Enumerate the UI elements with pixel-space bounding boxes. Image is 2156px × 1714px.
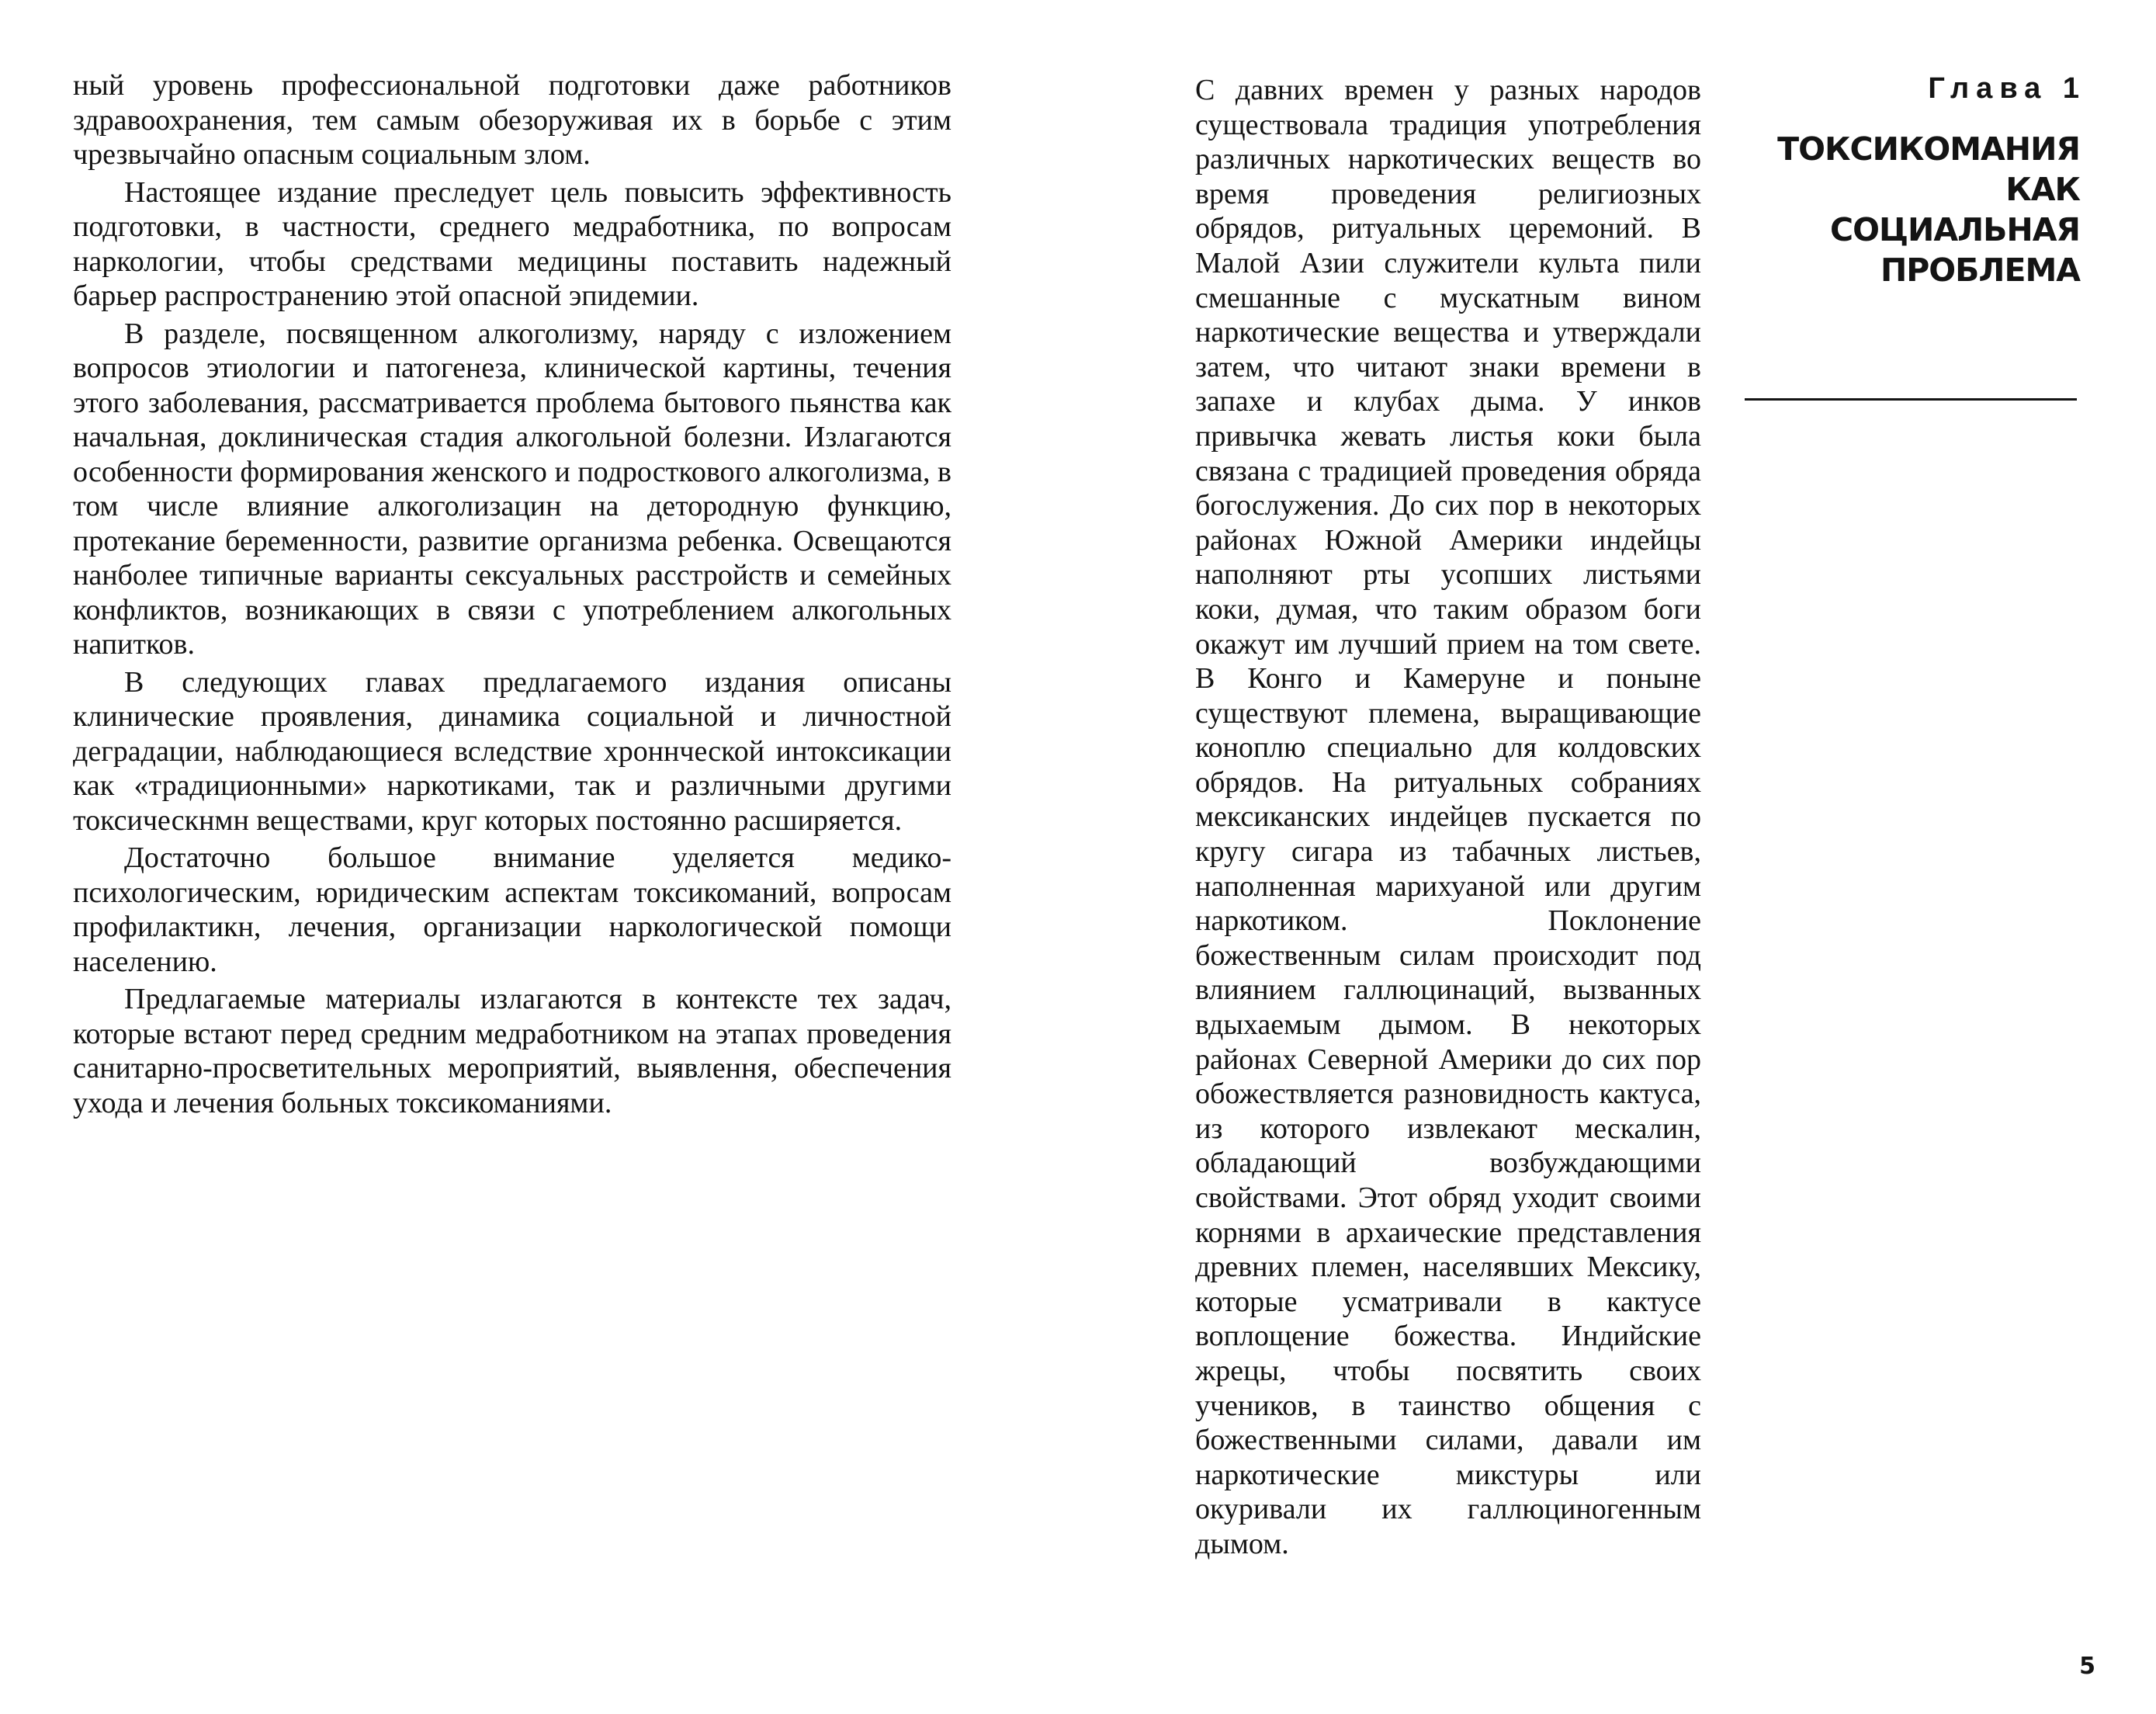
chapter-title-line: СОЦИАЛЬНАЯ [1830,211,2080,248]
left-paragraph-1: ный уровень профессиональной подготовки даже работников здравоохранения, тем самым обезоруживая их в борьбе с этим чрезвычайно опасным социальным злом. [73,69,951,171]
chapter-divider [1745,398,2077,401]
page-number: 5 [2079,1653,2095,1680]
left-paragraph-2: Настоящее издание преследует цель повысить эффективность подготовки, в частности, среднего медработника, по вопросам наркологии, чтобы средствами медицины поставить надежный барьер распространению этой опасной эпидемии. [73,175,951,312]
left-paragraph-5: Достаточно большое внимание уделяется медико-психологическим, юридическим аспектам токсикоманий, вопросам профилактикн, лечения, организации наркологической помощи населению. [73,841,951,978]
left-paragraph-4: В следующих главах предлагаемого издания описаны клинические проявления, динамика социальной и личностной деградации, наблюдающиеся вследствие хроннческой интоксикации как «традиционными» наркотиками, так и различными другими токсическнмн веществами, круг которых постоянно расширяется. [73,665,951,837]
chapter-heading [1738,71,2086,290]
left-page-text [73,68,951,1120]
left-paragraph-3: В разделе, посвященном алкоголизму, наряду с изложением вопросов этиологии и патогенеза, клинической картины, течения этого заболевания, рассматривается проблема бытового пьянства как начальная, доклиническая стадия алкогольной болезни. Излагаются особенности формирования женского и подросткового алкоголизма, в том числе влияние алкоголизацин на детородную функцию, протекание беременности, развитие организма ребенка. Освещаются нанболее типичные варианты сексуальных расстройств и семейных конфликтов, возникающих в связи с употреблением алкогольных напитков. [73,317,951,661]
chapter-title-line: КАК [2005,171,2080,208]
right-page-text [1195,73,1701,1562]
chapter-label: Глава 1 [1928,72,2086,105]
left-paragraph-6: Предлагаемые материалы излагаются в контексте тех задач, которые встают перед средним медработником на этапах проведения санитарно-просветительных мероприятий, выявлення, обеспечения ухода и лечения больных токсикоманиями. [73,983,951,1119]
chapter-title-line: ПРОБЛЕМА [1880,252,2080,289]
chapter-title-line: ТОКСИКОМАНИЯ [1777,130,2080,168]
right-body-paragraph: С давних времен у разных народов существовала традиция употребления различных наркотических веществ во время проведения религиозных обрядов, ритуальных церемоний. В Малой Азии служители культа пили смешанные с мускатным вином наркотические вещества и утверждали затем, что читают знаки времени в запахе и клубах дыма. У инков привычка жевать листья коки была связана с традицией проведения обряда богослужения. До сих пор в некоторых районах Южной Америки индейцы наполняют рты усопших листьями коки, думая, что таким образом боги окажут им лучший прием на том свете. В Конго и Камеруне и поныне существуют племена, выращивающие коноплю специально для колдовских обрядов. На ритуальных собраниях мексиканских индейцев пускается по кругу сигара из табачных листьев, наполненная марихуаной или другим наркотиком. Поклонение божественным силам происходит под влиянием галлюцинаций, вызванных вдыхаемым дымом. В некоторых районах Северной Америки до сих пор обожествляется разновидность кактуса, из которого извлекают мескалин, обладающий возбуждающими свойствами. Этот обряд уходит своими корнями в архаические представления древних племен, населявших Мексику, которые усматривали в кактусе воплощение божества. Индийские жрецы, чтобы посвятить своих учеников, в таинство общения с божественными силами, давали им наркотические микстуры или окуривали их галлюциногенным дымом. [1195,74,1701,1560]
chapter-title [1738,129,2080,290]
